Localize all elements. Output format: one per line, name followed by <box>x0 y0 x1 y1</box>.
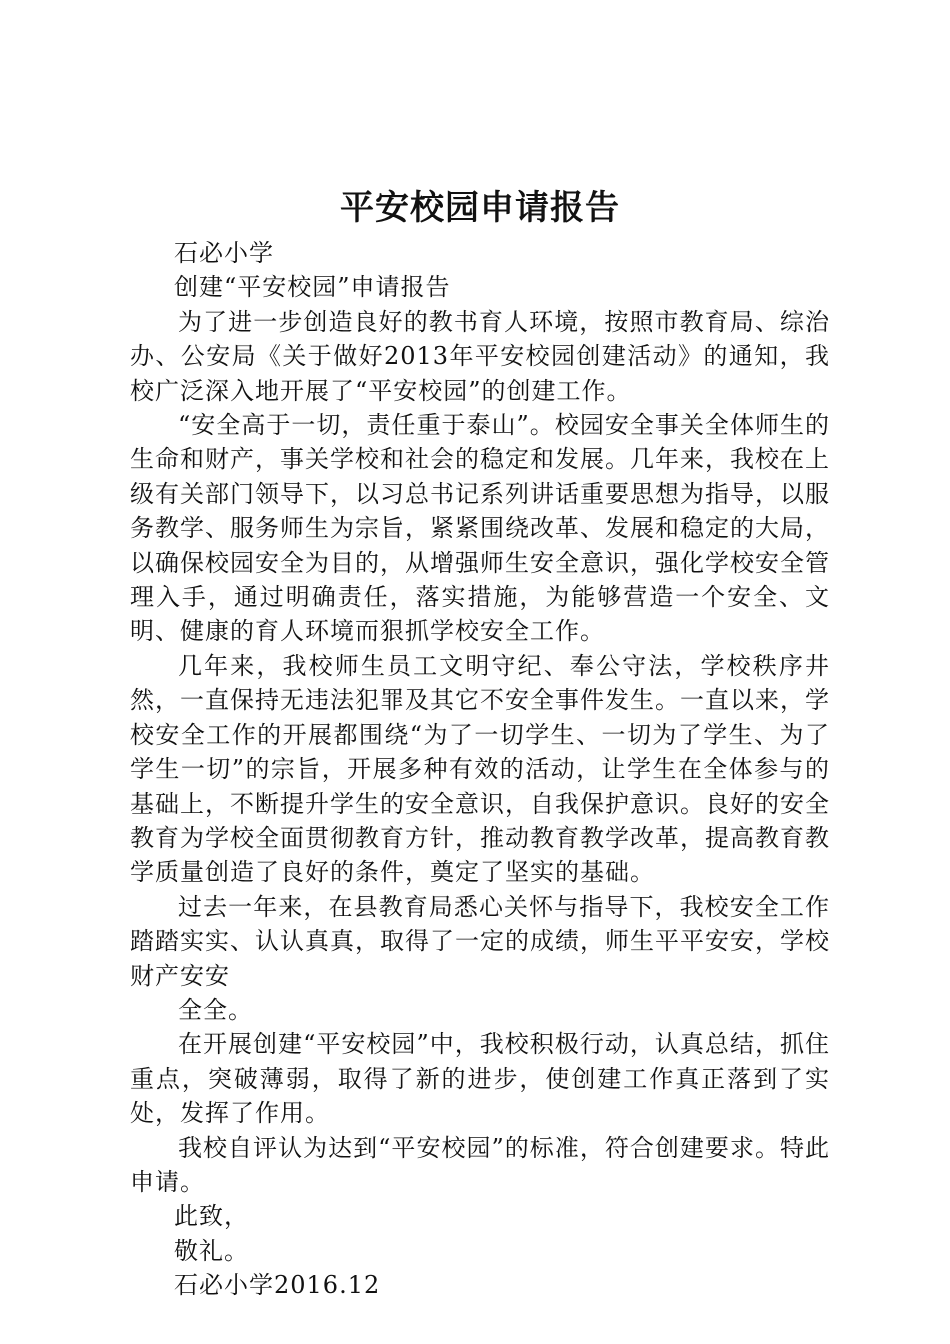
document-title: 平安校园申请报告 <box>340 188 620 228</box>
report-subtitle: 创建“平安校园”申请报告 <box>174 273 451 302</box>
signature-date: 石必小学2016.12 <box>174 1271 381 1300</box>
paragraph-achievements: 几年来，我校师生员工文明守纪、奉公守法，学校秩序井然，一直保持无违法犯罪及其它不安全事件发生。一直以来，学校安全工作的开展都围绕“为了一切学生、一切为了学生、为了学生一切”的宗旨，开展多种有效的活动，让学生在全体参与的基础上，不断提升学生的安全意识，自我保护意识。良好的安全教育为学校全面贯彻教育方针，推动教育教学改革，提高教育教学质量创造了良好的条件，奠定了坚实的基础。 <box>130 651 830 887</box>
document-body <box>130 236 830 1303</box>
paragraph-past-year: 过去一年来，在县教育局悉心关怀与指导下，我校安全工作踏踏实实、认认真真，取得了一定的成绩，师生平平安安，学校财产安安 <box>130 892 830 990</box>
closing-regards: 敬礼。 <box>174 1236 249 1265</box>
school-name-line: 石必小学 <box>174 239 274 267</box>
closing-salutation: 此致， <box>174 1202 249 1231</box>
paragraph-creation-work: 在开展创建“平安校园”中，我校积极行动，认真总结，抓住重点，突破薄弱，取得了新的进步，使创建工作真正落到了实处，发挥了作用。 <box>130 1030 830 1128</box>
paragraph-intro: 为了进一步创造良好的教书育人环境，按照市教育局、综治办、公安局《关于做好2013年平安校园创建活动》的通知，我校广泛深入地开展了“平安校园”的创建工作。 <box>130 307 830 405</box>
paragraph-safety-first: “安全高于一切，责任重于泰山”。校园安全事关全体师生的生命和财产，事关学校和社会的稳定和发展。几年来，我校在上级有关部门领导下，以习总书记系列讲话重要思想为指导，以服务教学、服务师生为宗旨，紧紧围绕改革、发展和稳定的大局，以确保校园安全为目的，从增强师生安全意识，强化学校安全管理入手，通过明确责任，落实措施，为能够营造一个安全、文明、健康的育人环境而狠抓学校安全工作。 <box>130 411 830 646</box>
paragraph-past-year-continued: 全全。 <box>178 995 253 1024</box>
paragraph-self-evaluation: 我校自评认为达到“平安校园”的标准，符合创建要求。特此申请。 <box>130 1133 830 1196</box>
